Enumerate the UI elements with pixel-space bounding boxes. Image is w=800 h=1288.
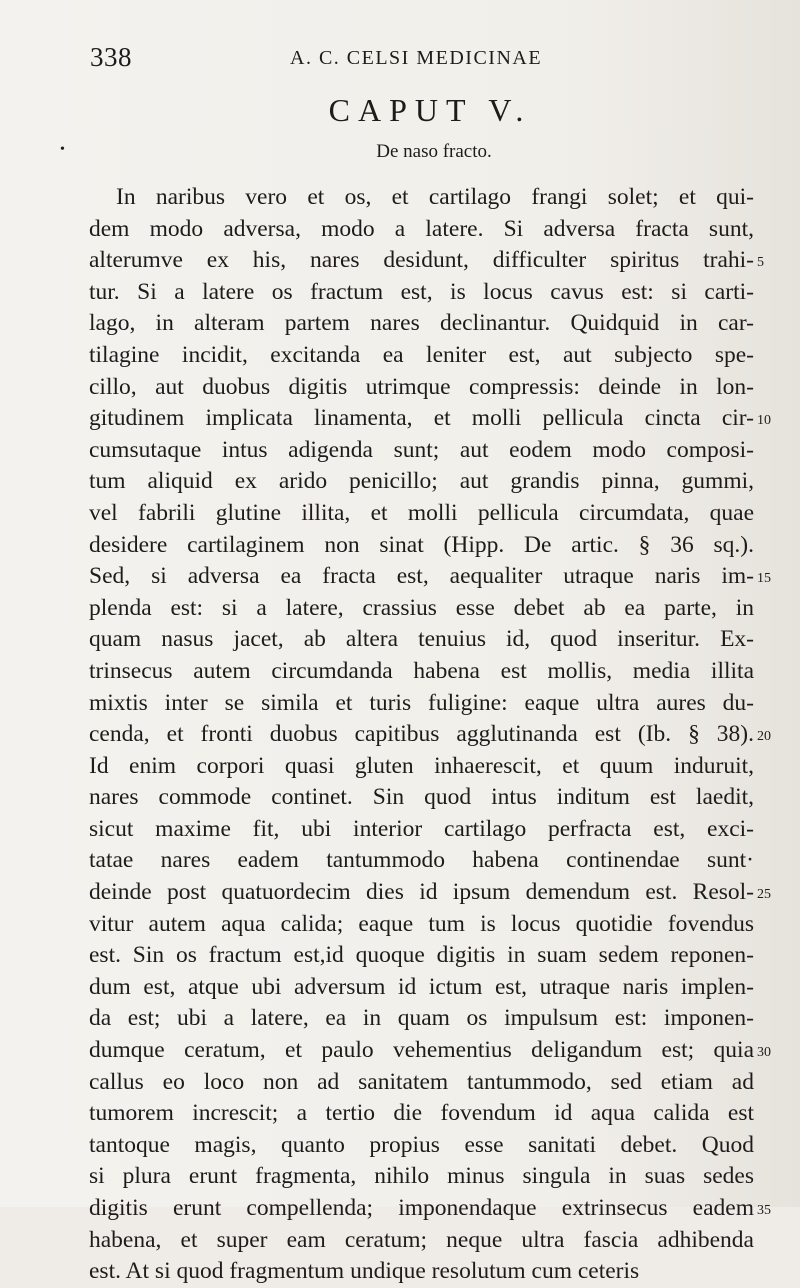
text-line [89,245,764,277]
line-text: dem modo adversa, modo a latere. Si adversa fracta sunt, [89,215,754,242]
line-text: desidere cartilaginem non sinat (Hipp. De artic. § 36 sq.). [89,531,754,558]
text-line [89,877,771,909]
line-text: digitis erunt compellenda; imponendaque extrinsecus eadem [89,1195,754,1221]
text-line [89,435,754,467]
line-text: lago, in alteram partem nares declinantur. Quidquid in car- [89,310,754,337]
line-text: tur. Si a latere os fractum est, is locus cavus est: si carti- [89,278,754,305]
text-line [89,909,754,941]
text-line [89,940,754,972]
line-text: tilagine incidit, excitanda ea leniter est, aut subjecto spe- [89,341,754,368]
line-number: 30 [757,1045,771,1061]
line-number: 10 [757,413,771,429]
text-line [89,782,754,814]
line-text: tatae nares eadem tantummodo habena continendae sunt· [89,847,754,874]
line-number: 35 [757,1203,771,1218]
line-text: dum est, atque ubi adversum id ictum est, utraque naris implen- [89,973,754,1000]
line-text: cillo, aut duobus digitis utrimque compressis: deinde in lon- [89,373,754,400]
line-text: vel fabrili glutine illita, et molli pellicula circumdata, quae [89,499,754,526]
text-line [89,845,754,877]
text-line [89,340,754,372]
text-line [89,561,771,593]
text-line [89,1193,771,1225]
line-number: 20 [757,729,771,745]
text-line [89,1161,754,1193]
line-number: 15 [757,571,771,587]
text-line [89,1003,754,1035]
line-text: cumsutaque intus adigenda sunt; aut eodem modo composi- [89,436,754,463]
line-text: cenda, et fronti duobus capitibus agglutinanda est (Ib. § 38). [89,721,754,748]
text-line [89,1067,754,1099]
page-header [90,42,780,74]
text-line [89,182,754,214]
text-line [89,1225,754,1257]
line-text: sicut maxime fit, ubi interior cartilago perfracta est, exci- [89,815,754,842]
margin-dot: • [60,142,65,157]
line-text: est. Sin os fractum est,id quoque digitis in suam sedem reponen- [89,942,754,969]
line-text: si plura erunt fragmenta, nihilo minus singula in suas sedes [89,1163,754,1190]
text-line [89,530,754,562]
page-number: 338 [90,42,132,72]
line-text: Sed, si adversa ea fracta est, aequaliter utraque naris im- [89,563,754,590]
text-line [89,656,754,688]
line-text: est. At si quod fragmentum undique resolutum cum ceteris [89,1258,640,1285]
text-line [89,498,754,530]
text-line [89,972,754,1004]
text-line [89,593,754,625]
line-text: Id enim corpori quasi gluten inhaerescit, et quum induruit, [89,752,754,779]
text-line [89,308,754,340]
line-text: tumorem increscit; a tertio die fovendum id aqua calida est [89,1100,754,1127]
text-line [89,214,754,246]
chapter-title: CAPUT V. [328,92,532,128]
line-text: trinsecus autem circumdanda habena est mollis, media illita [89,657,754,684]
line-number: 5 [757,255,764,271]
text-line [89,1035,771,1067]
line-text: nares commode continet. Sin quod intus inditum est laedit, [89,784,754,811]
line-text: callus eo loco non ad sanitatem tantummodo, sed etiam ad [89,1068,754,1095]
text-line [89,1256,754,1288]
body-text [89,182,771,1288]
line-text: In naribus vero et os, et cartilago frangi solet; et qui- [116,184,754,210]
text-line [89,751,754,783]
line-text: deinde post quatuordecim dies id ipsum demendum est. Resol- [89,879,754,906]
line-text: dumque ceratum, et paulo vehementius deligandum est; quia [89,1037,754,1064]
text-line [89,1130,754,1162]
line-text: habena, et super eam ceratum; neque ultra fascia adhibenda [89,1226,754,1253]
line-text: plenda est: si a latere, crassius esse debet ab ea parte, in [89,594,754,621]
line-text: mixtis inter se simila et turis fuligine: eaque ultra aures du- [89,689,754,716]
text-line [89,1098,754,1130]
text-line [89,277,754,309]
text-line [89,372,754,404]
line-number: 25 [757,887,771,903]
line-text: vitur autem aqua calida; eaque tum is locus quotidie fovendus [89,910,754,937]
text-line [89,814,754,846]
text-line [89,403,771,435]
text-line [89,688,754,720]
running-head: A. C. CELSI MEDICINAE [290,47,543,69]
text-line [89,466,754,498]
line-text: tum aliquid ex arido penicillo; aut grandis pinna, gummi, [89,468,754,495]
text-line [89,624,754,656]
line-text: tantoque magis, quanto propius esse sanitati debet. Quod [89,1131,754,1158]
line-text: quam nasus jacet, ab altera tenuius id, quod inseritur. Ex- [89,626,754,653]
line-text: alterumve ex his, nares desidunt, difficulter spiritus trahi- [89,247,754,274]
line-text: gitudinem implicata linamenta, et molli pellicula cincta cir- [89,405,754,432]
line-text: da est; ubi a latere, ea in quam os impulsum est: imponen- [89,1005,754,1032]
chapter-subtitle: De naso fracto. [376,141,492,162]
text-line [89,719,771,751]
